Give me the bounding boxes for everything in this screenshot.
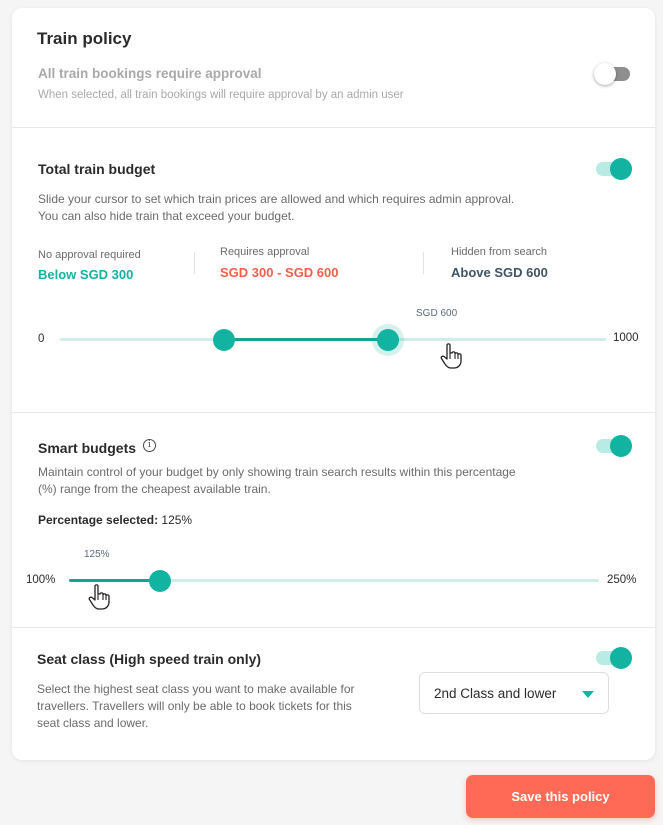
section-divider xyxy=(12,127,655,128)
range-label-requires-approval: Requires approval xyxy=(220,246,310,258)
hand-cursor-icon xyxy=(440,343,462,369)
approval-description: When selected, all train bookings will require approval by an admin user xyxy=(38,89,404,101)
percentage-slider[interactable] xyxy=(69,569,599,593)
percentage-selected-value: 125% xyxy=(161,513,193,527)
budget-slider-min-label: 0 xyxy=(38,333,45,345)
smart-budgets-toggle[interactable] xyxy=(596,439,630,453)
range-label-no-approval: No approval required xyxy=(38,249,141,261)
total-budget-description xyxy=(38,191,514,225)
slider-thumb-low[interactable] xyxy=(213,329,235,351)
approval-toggle[interactable] xyxy=(596,67,630,81)
slider-thumb[interactable] xyxy=(149,570,171,592)
slider-thumb-high[interactable] xyxy=(377,329,399,351)
description-line: Maintain control of your budget by only showing train search results within this percentage xyxy=(38,465,516,479)
percentage-slider-min-label: 100% xyxy=(26,574,56,586)
toggle-knob xyxy=(610,158,632,180)
page-title: Train policy xyxy=(37,29,132,48)
info-icon[interactable]: i xyxy=(143,439,156,452)
slider-fill xyxy=(69,579,160,582)
range-value-no-approval: Below SGD 300 xyxy=(38,267,134,282)
range-label-hidden: Hidden from search xyxy=(451,246,547,258)
budget-slider-tooltip: SGD 600 xyxy=(416,308,458,319)
percentage-selected-label: Percentage selected: xyxy=(38,513,159,527)
slider-fill xyxy=(224,338,388,341)
seat-class-description xyxy=(37,681,355,732)
section-divider xyxy=(12,412,655,413)
section-divider xyxy=(12,627,655,628)
train-policy-card xyxy=(12,8,655,760)
description-line: (%) range from the cheapest available train. xyxy=(38,482,271,496)
total-budget-title: Total train budget xyxy=(38,161,156,177)
toggle-knob xyxy=(594,63,616,85)
description-line: Select the highest seat class you want to make available for xyxy=(37,682,355,696)
budget-slider-max-label: 1000 xyxy=(613,332,639,344)
seat-class-select[interactable] xyxy=(419,672,609,714)
approval-title: All train bookings require approval xyxy=(38,66,262,81)
seat-class-title: Seat class (High speed train only) xyxy=(37,651,262,667)
range-separator xyxy=(423,252,424,274)
budget-range-slider[interactable] xyxy=(60,328,606,352)
percentage-slider-max-label: 250% xyxy=(607,574,637,586)
percentage-selected xyxy=(38,513,192,527)
toggle-knob xyxy=(610,435,632,457)
seat-class-selected-value: 2nd Class and lower xyxy=(434,686,557,701)
range-value-requires-approval: SGD 300 - SGD 600 xyxy=(220,265,339,280)
chevron-down-icon xyxy=(582,691,594,698)
smart-budgets-title: Smart budgets xyxy=(38,440,137,456)
total-budget-toggle[interactable] xyxy=(596,162,630,176)
range-value-hidden: Above SGD 600 xyxy=(451,265,548,280)
percentage-slider-tooltip: 125% xyxy=(84,549,110,560)
description-line: travellers. Travellers will only be able to book tickets for this xyxy=(37,699,352,713)
save-policy-button[interactable]: Save this policy xyxy=(466,775,655,818)
description-line: Slide your cursor to set which train prices are allowed and which requires admin approval. xyxy=(38,192,515,206)
description-line: You can also hide train that exceed your budget. xyxy=(38,209,295,223)
seat-class-toggle[interactable] xyxy=(596,651,630,665)
smart-budgets-description xyxy=(38,464,516,498)
description-line: seat class and lower. xyxy=(37,716,149,730)
toggle-knob xyxy=(610,647,632,669)
hand-cursor-icon xyxy=(88,584,110,610)
range-separator xyxy=(194,252,195,274)
